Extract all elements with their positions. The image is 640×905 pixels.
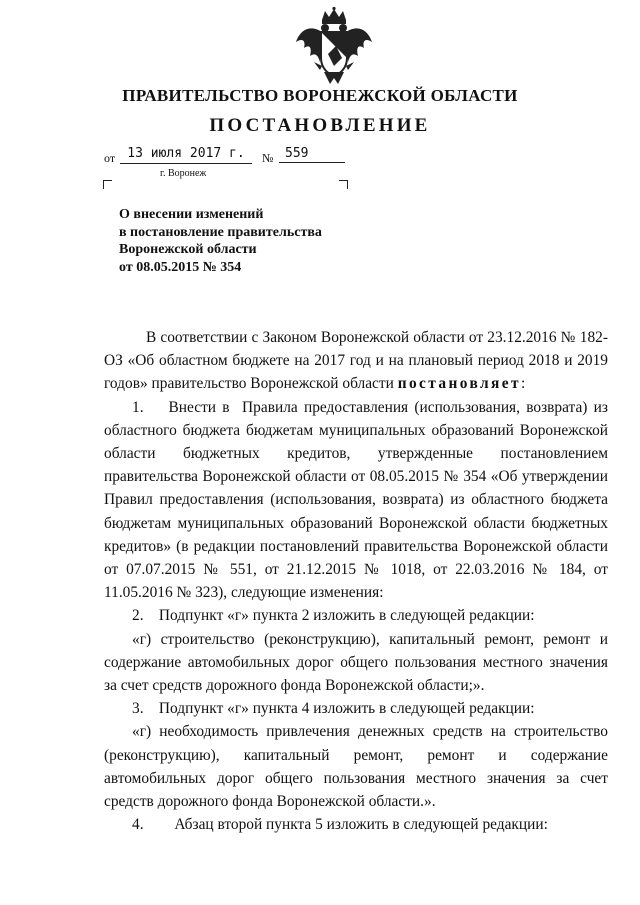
item-2-text: «г) строительство (реконструкцию), капитальный ремонт, ремонт и содержание автомобильных дорог общего пользования местного значения за счет средств дорожного фонда Воронежской области;».: [104, 630, 608, 695]
item-4-paragraph: 4. Абзац второй пункта 5 изложить в следующей редакции:: [132, 816, 548, 834]
date-from-label: от: [104, 151, 116, 165]
item-2-paragraph: 2. Подпункт «г» пункта 2 изложить в следующей редакции:: [132, 607, 535, 625]
preamble-text: В соответствии с Законом Воронежской области от 23.12.2016 № 182-ОЗ «Об областном бюджете на 2017 год и на плановый период 2018 и 2019 годов» правительство Воронежской области: [104, 329, 608, 393]
government-title: ПРАВИТЕЛЬСТВО ВОРОНЕЖСКОЙ ОБЛАСТИ: [122, 86, 518, 105]
preamble-paragraph: [104, 326, 608, 396]
number-label: №: [262, 151, 274, 165]
subject-line: О внесении изменений: [119, 207, 264, 222]
preamble-colon: :: [520, 375, 526, 393]
subject-bracket-left: [103, 180, 112, 189]
coat-of-arms-emblem: [292, 6, 376, 90]
preamble-keyword: постановляет: [397, 375, 521, 393]
subject-line: в постановление правительства: [119, 224, 322, 240]
subject-line: от 08.05.2015 № 354: [119, 259, 242, 275]
subject-bracket-right: [339, 180, 348, 189]
subject-line: Воронежской области: [119, 242, 257, 257]
item-1-paragraph: 1. Внести в Правила предоставления (использования, возврата) из областного бюджета бюджетам муниципальных образований Воронежской области бюджетных кредитов, утвержденные постановлением правительства Воронежской области от 08.05.2015 № 354 «Об утверждении Правил предоставления (использования, возврата) из областного бюджета бюджетам муниципальных образований Воронежской области бюджетных кредитов» (в редакции постановлений правительства Воронежской области от 07.07.2015 № 551, от 21.12.2015 № 1018, от 22.03.2016 № 184, от 11.05.2016 № 323), следующие изменения:: [104, 398, 612, 602]
document-number: 559: [279, 146, 345, 163]
city-label: г. Воронеж: [160, 168, 207, 179]
document-type-title: ПОСТАНОВЛЕНИЕ: [209, 115, 431, 136]
item-3-paragraph: 3. Подпункт «г» пункта 4 изложить в следующей редакции:: [132, 700, 535, 718]
document-date: 13 июля 2017 г.: [120, 146, 252, 164]
item-3-text: «г) необходимость привлечения денежных средств на строительство (реконструкцию), капитальный ремонт, ремонт и содержание автомобильных дорог общего пользования местного значения за счет средств дорожного фонда Воронежской области.».: [104, 723, 608, 811]
document-subject: [119, 206, 322, 276]
document-body: [104, 326, 612, 836]
